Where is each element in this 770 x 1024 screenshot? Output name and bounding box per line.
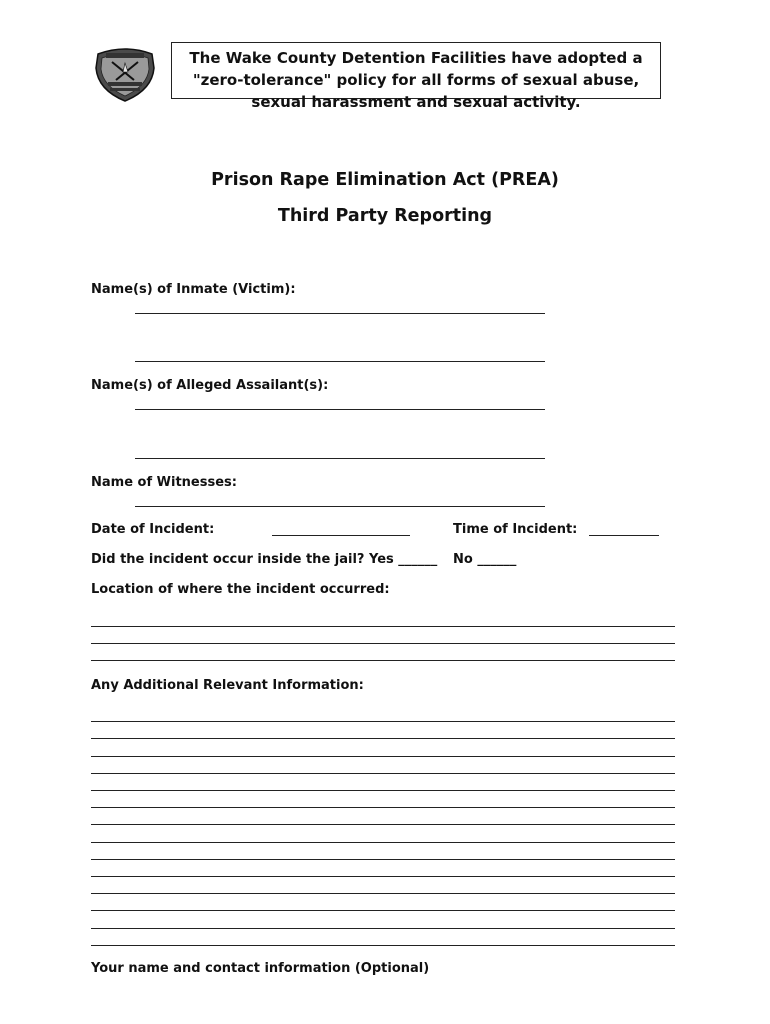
assailant-name-line-2[interactable] [135, 458, 545, 459]
victim-name-line-2[interactable] [135, 361, 545, 362]
additional-info-label: Any Additional Relevant Information: [91, 678, 364, 693]
date-label: Date of Incident: [91, 522, 215, 537]
location-line-1[interactable] [91, 626, 675, 627]
time-label: Time of Incident: [453, 522, 578, 537]
additional-line[interactable] [91, 738, 675, 739]
time-field-line[interactable] [589, 535, 659, 536]
document-subtitle: Third Party Reporting [277, 206, 493, 226]
additional-line[interactable] [91, 859, 675, 860]
additional-line[interactable] [91, 893, 675, 894]
notice-line-3: sexual harassment and sexual activity. [251, 93, 581, 111]
zero-tolerance-notice [171, 42, 661, 111]
assailant-label: Name(s) of Alleged Assailant(s): [91, 378, 329, 393]
date-field-line[interactable] [272, 535, 410, 536]
additional-line[interactable] [91, 721, 675, 722]
location-line-3[interactable] [91, 660, 675, 661]
notice-line-1: The Wake County Detention Facilities have adopted a [189, 49, 643, 67]
additional-line[interactable] [91, 910, 675, 911]
sheriff-badge-icon [94, 46, 156, 102]
contact-info-label: Your name and contact information (Optional) [91, 961, 430, 976]
assailant-name-line-1[interactable] [135, 409, 545, 410]
victim-name-line-1[interactable] [135, 313, 545, 314]
additional-line[interactable] [91, 876, 675, 877]
notice-line-2: "zero-tolerance" policy for all forms of sexual abuse, [192, 71, 640, 89]
witness-name-line[interactable] [135, 506, 545, 507]
document-title: Prison Rape Elimination Act (PREA) [211, 170, 559, 190]
location-line-2[interactable] [91, 643, 675, 644]
additional-line[interactable] [91, 842, 675, 843]
witness-label: Name of Witnesses: [91, 475, 237, 490]
location-label: Location of where the incident occurred: [91, 582, 390, 597]
additional-line[interactable] [91, 807, 675, 808]
victim-label: Name(s) of Inmate (Victim): [91, 282, 296, 297]
additional-line[interactable] [91, 945, 675, 946]
inside-jail-question: Did the incident occur inside the jail? Yes ______ [91, 552, 438, 567]
no-option-label: No ______ [453, 552, 517, 567]
additional-line[interactable] [91, 790, 675, 791]
additional-line[interactable] [91, 756, 675, 757]
additional-line[interactable] [91, 773, 675, 774]
additional-line[interactable] [91, 928, 675, 929]
additional-line[interactable] [91, 824, 675, 825]
